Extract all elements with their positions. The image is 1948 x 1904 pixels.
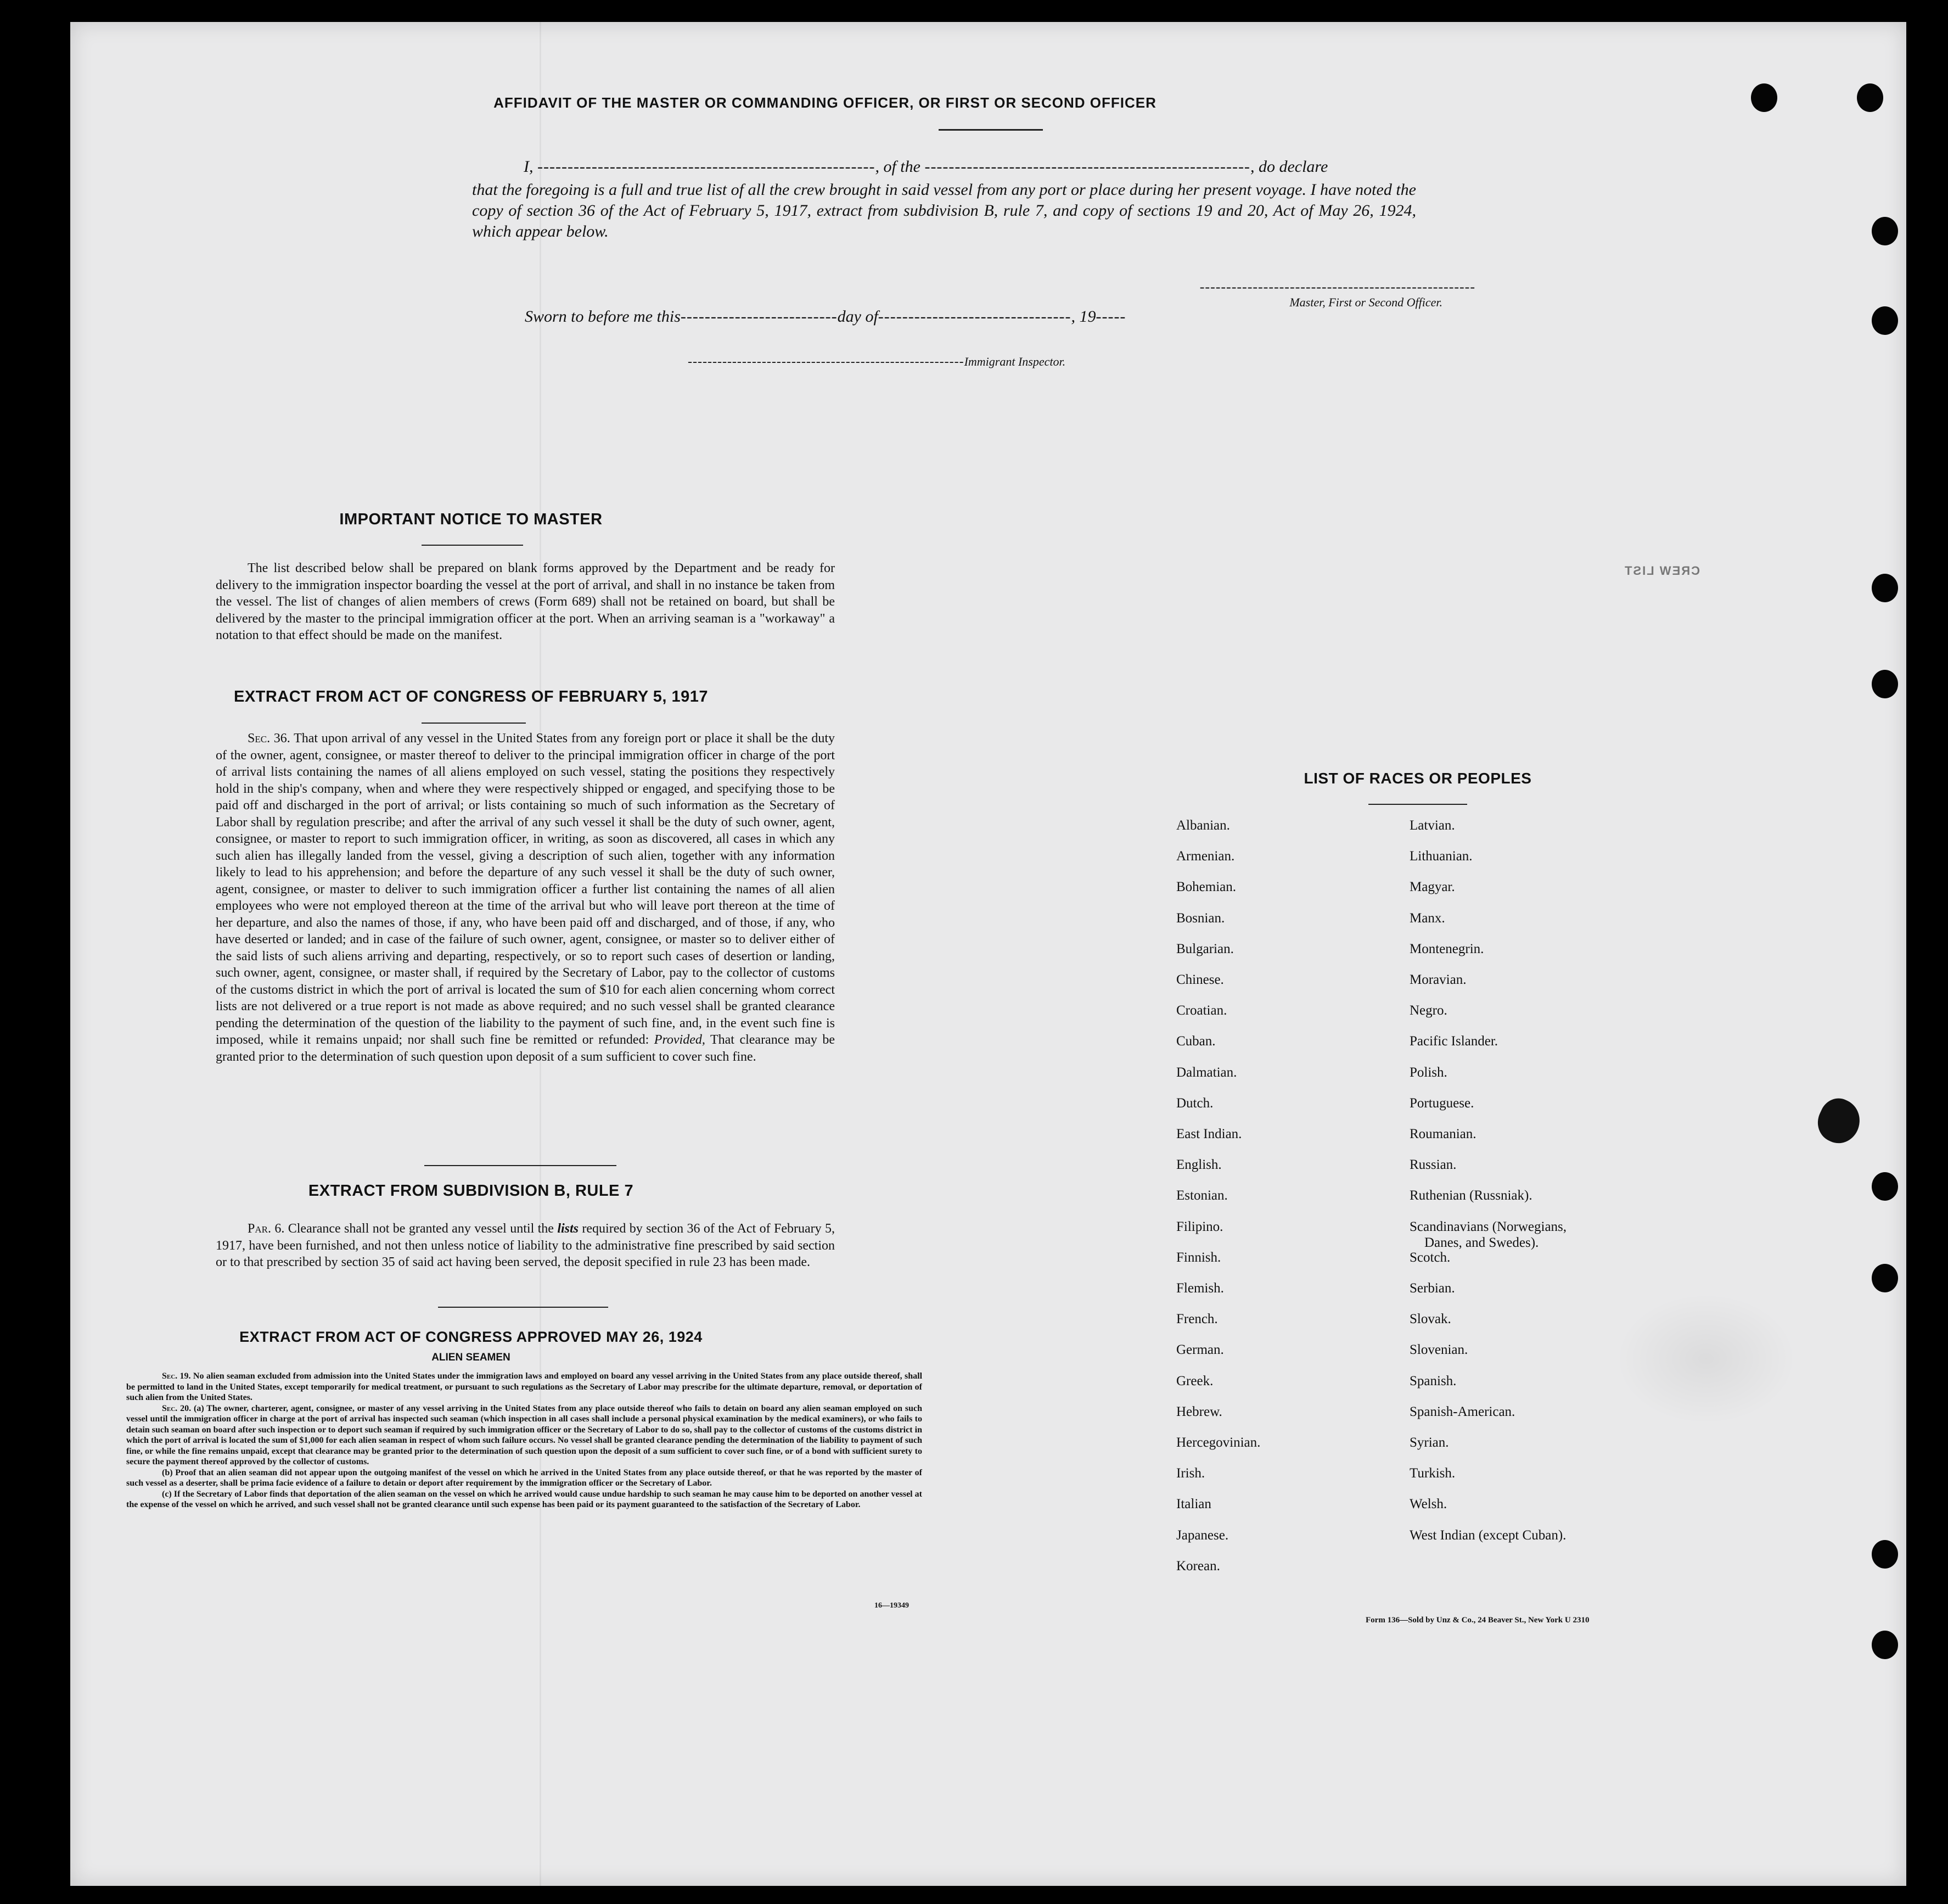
races-title: LIST OF RACES OR PEOPLES [1304, 770, 1532, 787]
race-item: Ruthenian (Russniak). [1410, 1188, 1532, 1203]
vessel-name-field[interactable]: ------------------------------------------------------ [924, 158, 1250, 176]
inspector-label: Immigrant Inspector. [964, 355, 1066, 368]
section-36-text-end: That clearance may be granted prior to the determination of such question upon deposit of a sum sufficient to cover such fine. [216, 1033, 835, 1064]
race-item: Bulgarian. [1176, 941, 1234, 956]
year-label: , 19 [1071, 307, 1096, 326]
rule-7-text-end: required by section 36 of the Act of February 5, 1917, have been furnished, and not then unless notice of liability to the administrative fine prescribed by said section or to that prescribed by section 35 of said act having been served, the deposit specified in rule 23 has been made. [216, 1222, 835, 1269]
section-19-label: Sec. 19. [162, 1371, 191, 1381]
lists-word: lists [557, 1222, 579, 1236]
race-item: Moravian. [1410, 972, 1467, 987]
master-signature-block [1168, 279, 1475, 310]
race-item: Slovenian. [1410, 1342, 1468, 1358]
section-36-text: That upon arrival of any vessel in the United States from any foreign port or place it shall be the duty of the owner, agent, consignee, or master thereof to deliver to the principal immigration officer in charge of the port of arrival lists containing the names of all aliens employed on such vessel, stating the positions they respectively hold in the ship's company, when and where they were respectively shipped or engaged, and specifying those to be paid off and discharged in the port of arrival; or lists containing so much of such information as the Secretary of Labor shall by regulation prescribe; and after the arrival of any such vessel it shall be the duty of such owner, agent, consignee, or master to report to such immigration officer, in writing, as soon as discovered, all cases in which any such alien has illegally landed from the vessel, giving a description of such alien, together with any information likely to lead to his apprehension; and before the departure of any such vessel it shall be the duty of such owner, agent, consignee, or master to deliver to such immigration officer a further list containing the names of all alien employees who were not employed thereon at the time of the arrival but who will leave port thereon at the time of her departure, and also the names of those, if any, who have been paid off and discharged, and of those, if any, who have deserted or landed; and in case of the failure of such owner, agent, consignee, or master so to deliver either of the said lists of such aliens arriving and departing, respectively, or so to report such cases of desertion or landing, such owner, agent, consignee, or master shall, if required by the Secretary of Labor, pay to the collector of customs of the customs district in which the port of arrival is located the sum of $10 for each alien concerning whom correct lists are not delivered or a true report is not made as above required; and no such vessel shall be granted clearance pending the determination of the question of the liability to the payment of such fine, and, in the event such fine is imposed, while it remains unpaid; nor shall such fine be remitted or refunded: [216, 731, 835, 1047]
declare-label: , do declare [1250, 158, 1328, 176]
race-item: Polish. [1410, 1065, 1447, 1080]
race-item: Albanian. [1176, 818, 1230, 833]
affidavit-title-rule [939, 129, 1043, 131]
race-item: Italian [1176, 1497, 1211, 1512]
race-item: West Indian (except Cuban). [1410, 1527, 1567, 1543]
race-item: Bosnian. [1176, 910, 1225, 926]
section-20c: (c) If the Secretary of Labor finds that deportation of the alien seaman on the vessel on which he arrived would cause undue hardship to such seaman he may cause him to be deported on another vessel at the expense of the vessel on which he arrived, and such vessel shall not be granted clearance until such expense has been paid or its payment guaranteed to the satisfaction of the Secretary of Labor. [126, 1489, 922, 1509]
binder-hole [1872, 217, 1898, 245]
notice-title-rule [422, 545, 523, 546]
race-item: Turkish. [1410, 1466, 1456, 1481]
race-item: Filipino. [1176, 1219, 1223, 1234]
binder-hole [1872, 574, 1898, 602]
section-20a-text: (a) The owner, charterer, agent, consignee, or master of any vessel arriving in the United States from any place outside thereof who fails to detain on board any alien seaman employed on such vessel until the immigration officer in charge at the port of arrival has inspected such seaman (which inspection in all cases shall include a personal physical examination by the medical examiners), or who fails to detain such seaman on board after such inspection or to deport such seaman if required by such immigration officer or the Secretary of Labor to do so, shall pay to the collector of customs of the customs district in which the port of arrival is located the sum of $1,000 for each alien seaman in respect of whom such failure occurs. No vessel shall be granted clearance pending the determination of the liability to payment of such fine, or while the fine remains unpaid, except that clearance may be granted prior to the determination of such question upon the deposit of a sum sufficient to cover such fine, or of a bond with sufficient surety to secure the payment thereof approved by the collector of customs. [126, 1403, 922, 1466]
section-36-label: Sec. 36. [248, 731, 290, 746]
race-item: Flemish. [1176, 1281, 1224, 1296]
race-item: Welsh. [1410, 1497, 1447, 1512]
race-item: Japanese. [1176, 1527, 1229, 1543]
race-item: Irish. [1176, 1466, 1205, 1481]
inspector-signature-field[interactable]: -------------------------------------------------------- [688, 355, 964, 369]
race-item: Montenegrin. [1410, 941, 1484, 956]
affidavit-declaration-line [524, 158, 1328, 176]
race-item: Dalmatian. [1176, 1065, 1237, 1080]
race-item: Bohemian. [1176, 880, 1237, 895]
notice-body: The list described below shall be prepared on blank forms approved by the Department and be ready for delivery to the immigration inspector boarding the vessel at the port of arrival, and shall in no instance be taken from the vessel. The list of changes of alien members of crews (Form 689) shall not be retained on board, but shall be delivered by the master to the principal immigration officer at the port. When an arriving seaman is a "workaway" a notation to that effect should be made on the manifest. [216, 561, 835, 642]
race-item: Spanish. [1410, 1373, 1457, 1388]
extract-1917-title-rule [422, 723, 526, 724]
race-item: Danes, and Swedes). [1424, 1235, 1539, 1250]
declarant-prefix: I, [524, 158, 534, 176]
races-title-rule [1368, 804, 1467, 805]
race-item: Scandinavians (Norwegians, [1410, 1219, 1567, 1234]
binder-hole [1872, 1264, 1898, 1292]
affidavit-title: AFFIDAVIT OF THE MASTER OR COMMANDING OFFICER, OR FIRST OR SECOND OFFICER [493, 94, 1157, 111]
binder-hole [1872, 670, 1898, 698]
master-signature-field[interactable]: ---------------------------------------------------- [1199, 279, 1475, 295]
race-item: Russian. [1410, 1157, 1457, 1173]
notice-title: IMPORTANT NOTICE TO MASTER [339, 511, 603, 528]
race-item: Spanish-American. [1410, 1404, 1515, 1419]
race-item: Cuban. [1176, 1034, 1216, 1049]
divider-rule [438, 1307, 608, 1308]
sworn-day-field[interactable]: -------------------------- [680, 307, 838, 326]
divider-rule [424, 1165, 616, 1166]
race-item: Roumanian. [1410, 1127, 1477, 1141]
form-note: Form 136—Sold by Unz & Co., 24 Beaver St., New York U 2310 [1366, 1616, 1590, 1625]
race-item: Pacific Islander. [1410, 1034, 1498, 1049]
binder-hole [1872, 1631, 1898, 1659]
race-item: Latvian. [1410, 818, 1455, 833]
binder-hole [1872, 306, 1898, 335]
document-page [70, 22, 1906, 1886]
race-item: Chinese. [1176, 972, 1224, 987]
section-19 [126, 1371, 922, 1403]
alien-seamen-subtitle: ALIEN SEAMEN [431, 1352, 510, 1363]
rule-7-title: EXTRACT FROM SUBDIVISION B, RULE 7 [308, 1182, 634, 1200]
section-20a [126, 1403, 922, 1468]
race-item: English. [1176, 1157, 1222, 1173]
affidavit-body: that the foregoing is a full and true list of all the crew brought in said vessel from any port or place during her present voyage. I have noted the copy of section 36 of the Act of February 5, 1917, extract from subdivision B, rule 7, and copy of sections 19 and 20, Act of May 26, 1924, which appear below. [472, 181, 1416, 240]
race-item: Manx. [1410, 910, 1445, 926]
race-item: Croatian. [1176, 1003, 1227, 1018]
race-item: French. [1176, 1312, 1218, 1327]
race-item: Hercegovinian. [1176, 1435, 1261, 1450]
section-19-text: No alien seaman excluded from admission into the United States under the immigration laws and employed on board any vessel arriving in the United States from any place outside thereof, shall be permitted to land in the United States, except temporarily for medical treatment, or pursuant to such regulations as the Secretary of Labor may prescribe for the ultimate departure, removal, or deportation of such alien from the United States. [126, 1371, 923, 1402]
print-code: 16—19349 [874, 1601, 909, 1610]
binder-hole [1872, 1540, 1898, 1569]
day-of-label: day of [837, 307, 878, 326]
race-item: Greek. [1176, 1373, 1214, 1388]
extract-1917-title: EXTRACT FROM ACT OF CONGRESS OF FEBRUARY 5, 1917 [233, 688, 709, 705]
declarant-name-field[interactable]: -------------------------------------------------------- [537, 158, 875, 176]
race-item: Korean. [1176, 1558, 1220, 1573]
of-the-label: , of the [875, 158, 920, 176]
rule-7-text: Clearance shall not be granted any vessel until the [288, 1222, 554, 1236]
sworn-year-field[interactable]: ----- [1096, 307, 1126, 326]
race-item: Portuguese. [1410, 1095, 1474, 1111]
binder-hole [1872, 1172, 1898, 1201]
race-item: Magyar. [1410, 880, 1455, 895]
inspector-line [688, 351, 1065, 370]
sworn-prefix: Sworn to before me this [525, 307, 681, 326]
extract-1917-body [216, 730, 835, 1065]
race-item: Finnish. [1176, 1250, 1221, 1265]
race-item: Lithuanian. [1410, 849, 1473, 864]
race-item: Dutch. [1176, 1095, 1214, 1111]
rule-7-body [216, 1220, 835, 1271]
ink-blot [1811, 1093, 1867, 1150]
section-20-label: Sec. 20. [162, 1403, 192, 1413]
race-item: Negro. [1410, 1003, 1447, 1018]
master-signature-label: Master, First or Second Officer. [1289, 295, 1442, 309]
race-item: Armenian. [1176, 849, 1235, 864]
section-20b: (b) Proof that an alien seaman did not appear upon the outgoing manifest of the vessel on which he arrived in the United States from any place outside thereof, or that he was reported by the master of such vessel as a deserter, shall be prima facie evidence of a failure to detain or deport after requirement by the immigration officer or the Secretary of Labor. [126, 1468, 922, 1488]
faint-stamp [1615, 1293, 1797, 1425]
race-item: Estonian. [1176, 1188, 1228, 1203]
extract-1924-body [126, 1371, 922, 1510]
provided-word: Provided, [654, 1033, 705, 1047]
race-item: Serbian. [1410, 1281, 1455, 1296]
extract-1924-title: EXTRACT FROM ACT OF CONGRESS APPROVED MAY 26, 1924 [239, 1329, 703, 1345]
race-item: Scotch. [1410, 1250, 1451, 1265]
sworn-line [525, 307, 1126, 326]
paragraph-6-label: Par. 6. [248, 1222, 285, 1236]
race-item: East Indian. [1176, 1127, 1242, 1141]
binder-hole [1751, 83, 1777, 112]
binder-hole [1857, 83, 1883, 112]
race-item: German. [1176, 1342, 1224, 1358]
bleed-through-text: CREW LIST [1624, 564, 1700, 578]
sworn-month-field[interactable]: -------------------------------- [878, 307, 1071, 326]
race-item: Slovak. [1410, 1312, 1451, 1327]
race-item: Hebrew. [1176, 1404, 1222, 1419]
race-item: Syrian. [1410, 1435, 1449, 1450]
